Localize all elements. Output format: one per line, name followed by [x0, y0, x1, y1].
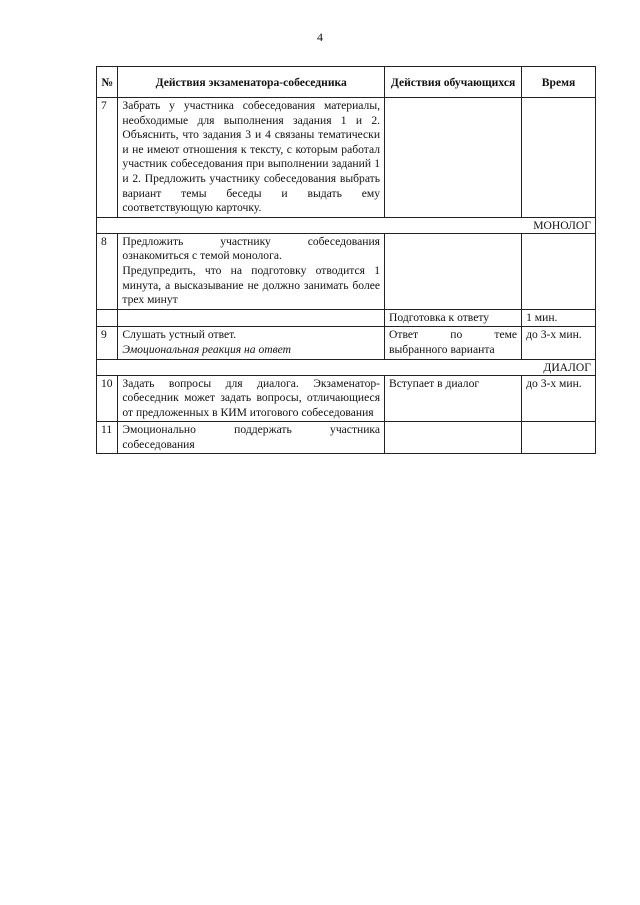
cell-students: Подготовка к ответу — [385, 309, 522, 327]
cell-students — [385, 422, 522, 454]
table-row — [97, 422, 596, 454]
cell-examiner — [118, 327, 385, 359]
cell-num: 7 — [97, 98, 118, 218]
cell-time — [522, 98, 596, 218]
cell-time: до 3-х мин. — [522, 375, 596, 422]
exam-actions-table — [96, 66, 596, 454]
examiner-paragraph-italic: Эмоциональная реакция на ответ — [122, 342, 292, 356]
page-number: 4 — [317, 30, 323, 44]
cell-examiner — [118, 233, 385, 309]
cell-num: 11 — [97, 422, 118, 454]
section-row-monolog — [97, 217, 596, 233]
cell-examiner: Забрать у участника собеседования материалы, необходимые для выполнения задания 1 и 2. Объяснить, что задания 3 и 4 связаны тематически и не имеют отношения к тексту, с которым работал участник собеседования при выполнении заданий 1 и 2. Предложить участнику собеседования выбрать вариант темы беседы и выдать ему соответствующую карточку. — [118, 98, 385, 218]
cell-time: до 3-х мин. — [522, 327, 596, 359]
section-row-dialog — [97, 359, 596, 375]
cell-students: Вступает в диалог — [385, 375, 522, 422]
cell-examiner — [118, 309, 385, 327]
cell-students — [385, 233, 522, 309]
cell-num: 8 — [97, 233, 118, 309]
cell-num — [97, 309, 118, 327]
table-row — [97, 375, 596, 422]
cell-students: Ответ по теме выбранного варианта — [385, 327, 522, 359]
section-title: ДИАЛОГ — [97, 359, 596, 375]
header-student-actions: Действия обучающихся — [385, 67, 522, 98]
header-num: № — [97, 67, 118, 98]
cell-time — [522, 233, 596, 309]
cell-examiner: Эмоционально поддержать участника собеседования — [118, 422, 385, 454]
header-time: Время — [522, 67, 596, 98]
table-row — [97, 98, 596, 218]
cell-time: 1 мин. — [522, 309, 596, 327]
cell-num: 10 — [97, 375, 118, 422]
cell-students — [385, 98, 522, 218]
cell-time — [522, 422, 596, 454]
examiner-paragraph: Слушать устный ответ. — [122, 328, 237, 342]
examiner-paragraph: Предупредить, что на подготовку отводится 1 минута, а высказывание не должно занимать более трех минут — [122, 263, 381, 307]
header-examiner-actions: Действия экзаменатора-собеседника — [118, 67, 385, 98]
cell-examiner: Задать вопросы для диалога. Экзаменатор-собеседник может задать вопросы, отличающиеся от предложенных в КИМ итогового собеседования — [118, 375, 385, 422]
section-title: МОНОЛОГ — [97, 217, 596, 233]
examiner-paragraph: Предложить участнику собеседования ознакомиться с темой монолога. — [122, 234, 381, 263]
table-row — [97, 327, 596, 359]
table-row — [97, 309, 596, 327]
table-row — [97, 233, 596, 309]
cell-num: 9 — [97, 327, 118, 359]
table-header-row — [97, 67, 596, 98]
